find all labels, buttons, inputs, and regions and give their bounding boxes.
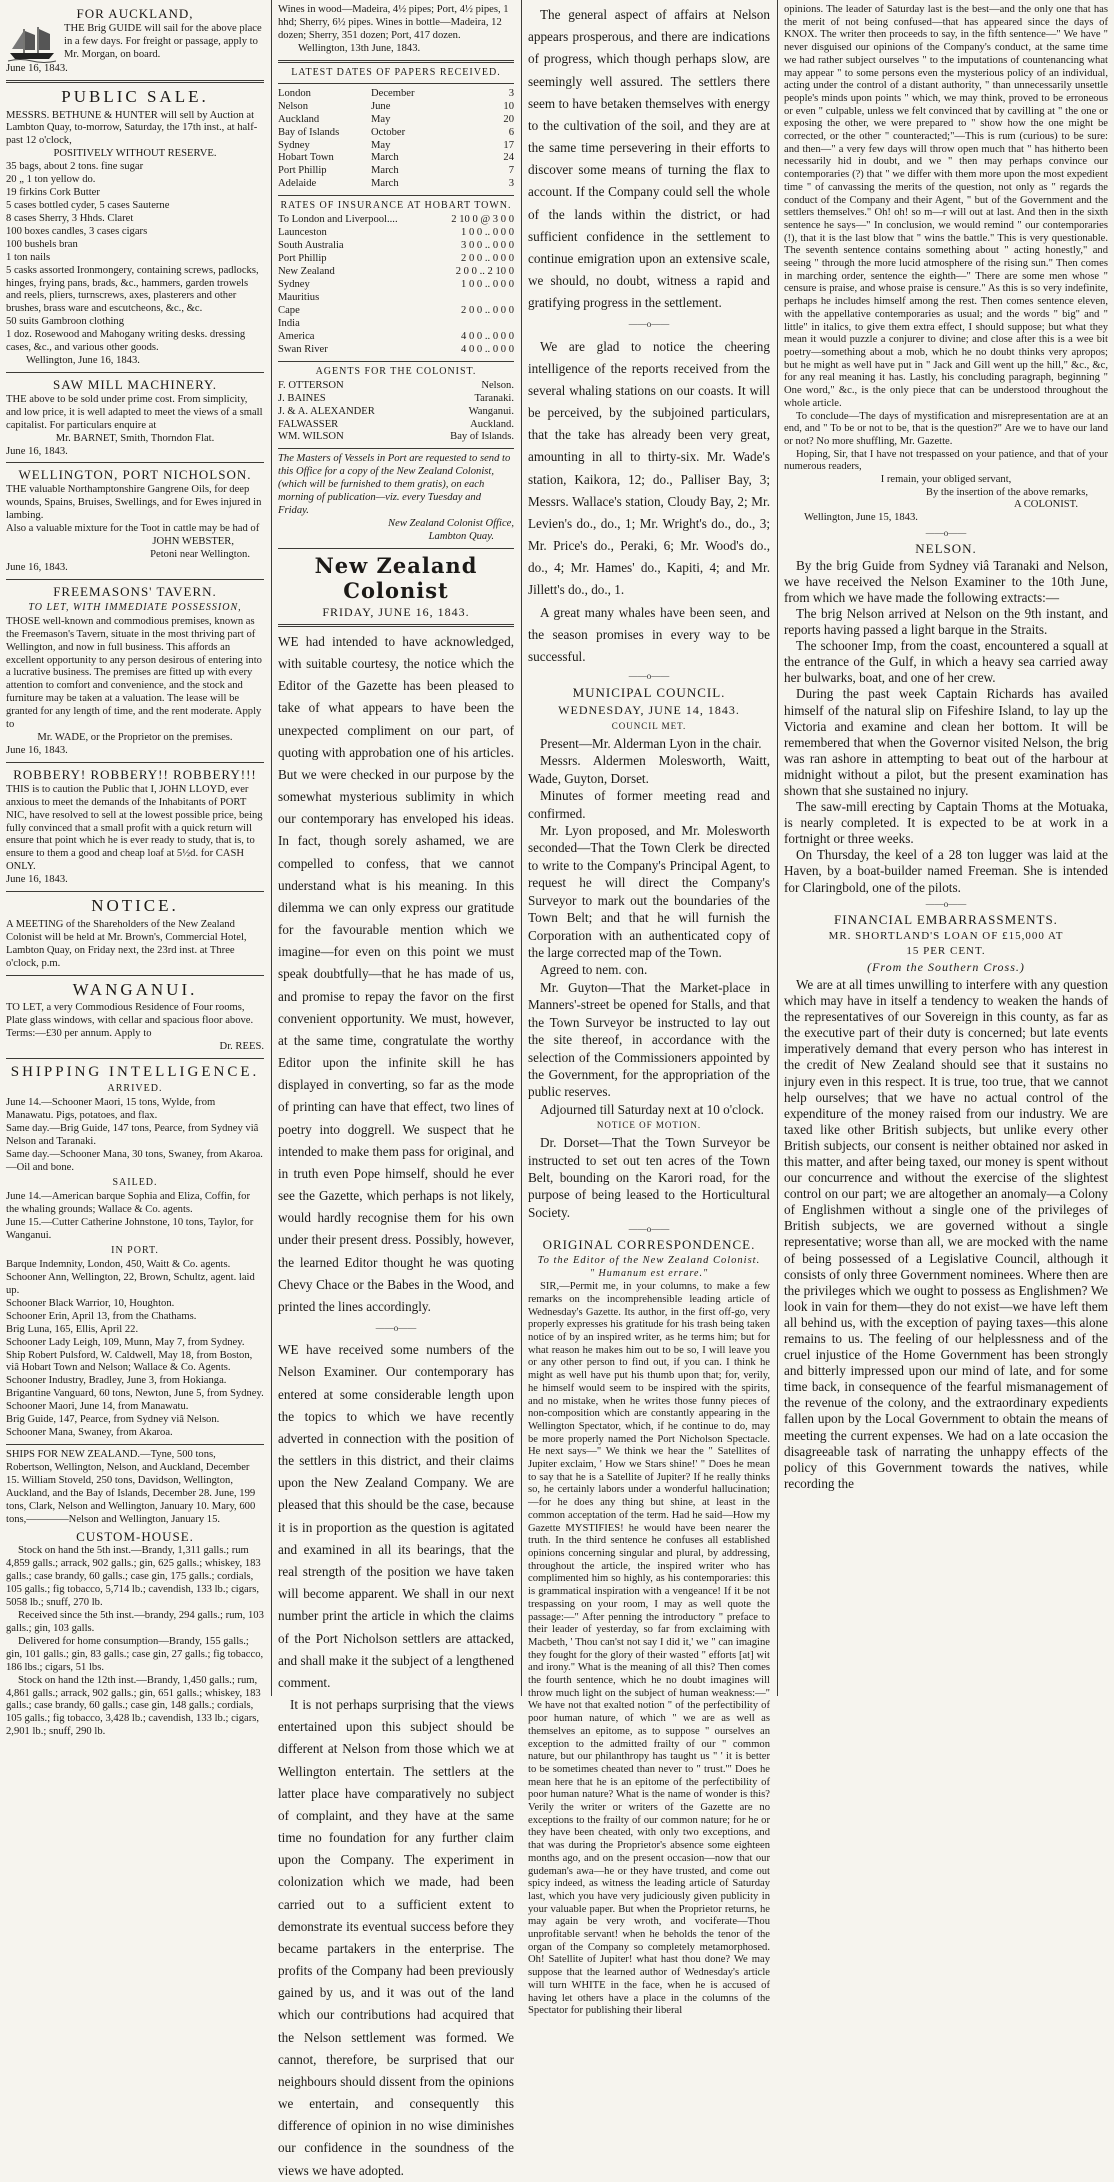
list-item: Brigantine Vanguard, 60 tons, Newton, June 5, from Sydney. bbox=[6, 1388, 264, 1400]
paragraph: Adjourned till Saturday next at 10 o'clock. bbox=[540, 1101, 764, 1117]
table-cell: Sydney bbox=[278, 279, 310, 291]
list-item: 100 boxes candles, 3 cases cigars bbox=[6, 225, 148, 237]
paragraph: We are at all times unwilling to interfere with any question which may have in itself a tendency to weaken the hands of the representatives of our Sovereign in this county, as far as the executive part of their duty is concerned; but late events imperatively demand that every person who has interest in the credit of New Zealand should see that it sustains no injury even in this respect. It is true, too true, that we cannot help ourselves; that we have no actual control of the expenditure of the money raised from our industry. We are taxed like other British subjects, but unlike every other British subjects, our consent is neither obtained nor asked in this matter, and after being taxed, our money is spent without our concurrence and without the exercise of the slightest control on our part; we are altogether an anomaly—a Colony of Englishmen without a single one of the privileges of British subjects, we are governed without a single representative; worse than all, we are mocked with the name of being possessed of a Legislative Council, although it consists of only three Government nominees. Where then are the privileges which we ought to possess as Englishmen? We look in vain for them—they do not exist—we have left them all behind us, with the exception of paying taxes—this alone remains to us. The feeling of our helplessness and of the cruel injustice of the Home Government has been strongly and bitterly impressed upon our mind of late, and for some time back, in consequence of the fearful mismanagement of the revenue of the colony, and the extraordinary expedients fallen upon by the Local Government to obtain the means of meeting the current expenses. We had on a late occasion the disagreeable task of narrating the unhappy effects of the policy of this Government towards the natives, while recording the bbox=[784, 976, 1108, 1491]
table-cell bbox=[404, 318, 514, 331]
table-cell: Sydney bbox=[278, 139, 310, 151]
ad-date: June 16, 1843. bbox=[6, 745, 68, 756]
table-cell: 2 10 0 @ 3 0 0 bbox=[451, 214, 514, 226]
table-body bbox=[278, 214, 514, 356]
letter-address: To the Editor of the New Zealand Colonist. bbox=[537, 1255, 761, 1267]
table-row bbox=[278, 393, 514, 406]
table-cell: Wanganui. bbox=[468, 405, 514, 417]
section-heading: CUSTOM-HOUSE. bbox=[76, 1528, 194, 1544]
paragraph: Messrs. Aldermen Molesworth, Waitt, Wade, Guyton, Dorset. bbox=[528, 753, 770, 786]
table-row bbox=[278, 214, 514, 227]
list-item: June 15.—Cutter Catherine Johnstone, 10 tons, Taylor, for Wanganui. bbox=[6, 1217, 254, 1241]
table-row bbox=[278, 380, 514, 393]
table-cell: May bbox=[371, 139, 391, 151]
table-cell: 17 bbox=[503, 139, 514, 151]
ad-date: June 16, 1843. bbox=[6, 62, 68, 74]
ad-for-auckland bbox=[6, 6, 264, 76]
table-cell: 7 bbox=[508, 165, 514, 177]
council-met: COUNCIL MET. bbox=[611, 721, 687, 732]
list-item: Schooner Maori, June 14, from Manawatu. bbox=[6, 1401, 189, 1413]
table-cell: J. & A. ALEXANDER bbox=[278, 405, 375, 417]
table-cell: Mauritius bbox=[278, 291, 320, 303]
table-cell: 2 0 0 .. 0 0 0 bbox=[461, 304, 514, 316]
table-cell: 6 bbox=[508, 126, 514, 138]
agents-table bbox=[278, 366, 514, 445]
table-cell: Cape bbox=[278, 304, 300, 316]
table-cell: WM. WILSON bbox=[278, 431, 344, 443]
table-cell: May bbox=[371, 113, 391, 125]
table-cell: 10 bbox=[503, 100, 514, 112]
table-row bbox=[278, 101, 514, 114]
table-row bbox=[278, 331, 514, 344]
table-heading: AGENTS FOR THE COLONIST. bbox=[315, 365, 477, 377]
table-cell: New Zealand bbox=[278, 266, 335, 278]
notice-body: The Masters of Vessels in Port are requested to send to this Office for a copy of the New Zealand Colonist, (which will be furnished to them gratis), on each morning of publication—viz. every Tuesday and Friday. bbox=[278, 453, 511, 517]
editorial-paragraph: WE have received some numbers of the Nelson Examiner. Our contemporary has entered at some considerable length upon the topics to which we have recently adverted in connection with the position of the settlers in this district, and their claims upon the New Zealand Company. We are pleased that this should be the case, because it is in proportion as the question is agitated and examined in all its bearings, that the real strength of the position we have taken will become apparent. We shall in our next number print the article in which the claims of the Port Nicholson settlers are attacked, and shall make it the subject of a lengthened comment. bbox=[278, 1342, 514, 1690]
list-item: Brig Guide, 147, Pearce, from Sydney viâ Nelson. bbox=[6, 1414, 220, 1426]
letter-date: Wellington, June 15, 1843. bbox=[804, 512, 918, 524]
letter-hoping: Hoping, Sir, that I have not trespassed on your patience, and that of your numerous readers, bbox=[784, 448, 1108, 473]
column-news bbox=[522, 0, 776, 2017]
original-correspondence bbox=[528, 1237, 770, 2018]
table-row bbox=[278, 266, 514, 279]
paragraph: Received since the 5th inst.—brandy, 294 galls.; rum, 103 galls.; gin, 103 galls. bbox=[6, 1609, 264, 1634]
subheading-2: 15 PER CENT. bbox=[906, 944, 986, 957]
ad-intro: MESSRS. BETHUNE & HUNTER will sell by Auction at Lambton Quay, to-morrow, Saturday, the 17th inst., at half-past 12 o'clock, bbox=[6, 109, 258, 147]
ornament-divider: ——o—— bbox=[925, 527, 967, 538]
ad-heading: WELLINGTON, PORT NICHOLSON. bbox=[18, 467, 252, 483]
shipping-intelligence bbox=[6, 1063, 264, 1527]
council-date: WEDNESDAY, JUNE 14, 1843. bbox=[558, 703, 740, 718]
table-cell: F. OTTERSON bbox=[278, 379, 344, 391]
table-row bbox=[278, 178, 514, 191]
table-cell: 4 0 0 .. 0 0 0 bbox=[461, 330, 514, 342]
ad-heading: FREEMASONS' TAVERN. bbox=[53, 583, 217, 599]
table-cell: 2 0 0 .. 0 0 0 bbox=[461, 253, 514, 265]
letter-conclusion: To conclude—The days of mystification and misrepresentation are at an end, and " To be or not to be, that is the question?" Are we to have our land or not? No more shuffling, Mr. Gazette. bbox=[784, 410, 1108, 447]
table-cell: June bbox=[371, 100, 391, 112]
table-row bbox=[278, 227, 514, 240]
list-item: Barque Indemnity, London, 450, Waitt & Co. agents. bbox=[6, 1259, 231, 1271]
ornament-divider: ——o—— bbox=[628, 319, 670, 330]
ad-date: Wellington, June 16, 1843. bbox=[26, 355, 140, 367]
ad-date: June 16, 1843. bbox=[6, 445, 68, 457]
section-heading: SHIPPING INTELLIGENCE. bbox=[10, 1064, 260, 1080]
table-cell: Taranaki. bbox=[474, 392, 514, 404]
table-row bbox=[278, 165, 514, 178]
ad-body: THE Brig GUIDE will sail for the above place in a few days. For freight or passage, apply to Mr. Morgan, on board. bbox=[64, 22, 262, 60]
nelson-news bbox=[784, 541, 1108, 896]
latest-papers-table bbox=[278, 67, 514, 192]
ad-address: Mr. BARNET, Smith, Thorndon Flat. bbox=[55, 432, 215, 444]
section-heading: NELSON. bbox=[915, 540, 977, 556]
column-correspondence-continued bbox=[778, 0, 1114, 1696]
table-cell: 1 0 0 .. 0 0 0 bbox=[461, 227, 514, 239]
list-item: Schooner Mana, Swaney, from Akaroa. bbox=[6, 1427, 173, 1439]
table-row bbox=[278, 431, 514, 444]
paragraph: The saw-mill erecting by Captain Thoms at the Motuaka, is nearly completed. It is expected to be at work in a fortnight or three weeks. bbox=[784, 799, 1108, 847]
municipal-council bbox=[528, 684, 770, 1221]
masthead-date: FRIDAY, JUNE 16, 1843. bbox=[322, 604, 470, 619]
table-cell: Nelson. bbox=[481, 379, 514, 391]
ad-place: Petoni near Wellington. bbox=[150, 548, 250, 560]
paragraph: Agreed to nem. con. bbox=[540, 962, 648, 978]
paragraph: During the past week Captain Richards has availed himself of the natural slip on Fifeshire Island, to lay up the Victoria and examine and clean her bottom. It will be remembered that when the Governor visited Nelson, the brig was ran ashore in attempting to beat out of the harbour at midnight without a pilot, but the present examination has shown that she sustained no injury. bbox=[784, 686, 1108, 798]
subheading: MR. SHORTLAND'S LOAN OF £15,000 AT bbox=[828, 929, 1064, 942]
ad-heading: SAW MILL MACHINERY. bbox=[53, 376, 217, 392]
paragraph: On Thursday, the keel of a 28 ton lugger was laid at the Haven, by a boat-builder named Freeman. She is intended for Claringbold, one of the pilots. bbox=[784, 847, 1108, 895]
letter-insertion: By the insertion of the above remarks, bbox=[925, 486, 1088, 498]
ad-public-sale bbox=[6, 87, 264, 368]
paragraph: The schooner Imp, from the coast, encountered a squall at the entrance of the Gulf, in which a heavy sea carried away her bulwarks, boat, and one of her crew. bbox=[784, 638, 1108, 686]
ad-heading: PUBLIC SALE. bbox=[61, 86, 209, 106]
paragraph: Present—Mr. Alderman Lyon in the chair. bbox=[540, 735, 762, 751]
table-cell: 1 0 0 .. 0 0 0 bbox=[461, 279, 514, 291]
table-cell: 2 0 0 .. 2 10 0 bbox=[455, 266, 514, 278]
table-cell: London bbox=[278, 87, 311, 99]
table-row bbox=[278, 292, 514, 305]
table-cell: India bbox=[278, 317, 300, 329]
list-item: Same day.—Brig Guide, 147 tons, Pearce, from Sydney viâ Nelson and Taranaki. bbox=[6, 1123, 259, 1148]
ad-robbery bbox=[6, 767, 264, 887]
table-row bbox=[278, 279, 514, 292]
news-paragraph: We are glad to notice the cheering intelligence of the reports received from the several whaling stations on our coasts. It will be perceived, by the subjoined particulars, that the take has already been very great, amounting in all to thirty-six. Mr. Wade's station, Kaikora, 12; do., Palliser Bay, 3; Messrs. Wallace's station, Cloudy Bay, 2; Mr. Levien's do., do., 1; Mr. Wright's do., do., 3; Mr. Price's do., Peraki, 6; Mr. Wood's do., do., 4; Mr. Hames' do., Kapiti, 4; and Mr. Jillett's do., do., 1. bbox=[528, 338, 770, 598]
table-cell: 24 bbox=[503, 152, 514, 164]
ornament-divider: ——o—— bbox=[628, 1224, 670, 1235]
table-row bbox=[278, 240, 514, 253]
wines-date: Wellington, 13th June, 1843. bbox=[298, 42, 421, 54]
table-row bbox=[278, 152, 514, 165]
paragraph: Stock on hand the 5th inst.—Brandy, 1,311 galls.; rum 4,859 galls.; arrack, 902 galls.; gin, 625 galls.; whiskey, 183 galls.; case brandy, 60 galls.; case gin, 175 galls.; cordials, 105 galls.; fig tobacco, 5,714 lb.; cavendish, 133 lb.; cigars, 5058 lb.; snuff, 270 lb. bbox=[6, 1545, 261, 1609]
letter-remain: I remain, your obliged servant, bbox=[880, 474, 1012, 486]
sailing-ship-icon bbox=[6, 23, 58, 63]
list-item: 5 casks assorted Ironmongery, containing screws, padlocks, hinges, frying pans, brads, &c., hammers, garden trowels and reels, pliers, turnscrews, axes, plasterers and other brushes, brass ware and escutcheons, &c., &c. bbox=[6, 264, 259, 315]
table-cell: 3 bbox=[508, 178, 514, 190]
news-paragraph: The general aspect of affairs at Nelson appears prosperous, and there are indications of progress, which though perhaps slow, are seemingly well assured. The settlers there seem to have betaken themselves with energy to the cultivation of the soil, and they are at the same time persevering in their efforts to discover some means of turning the flax to account. If the Company could sell the whole of the lands within the district, or had sufficient confidence in the settlement to continue emigration upon an extensive scale, we should, no doubt, witness a rapid and gratifying progress in the settlement. bbox=[528, 7, 770, 311]
table-row bbox=[278, 344, 514, 357]
list-item: Schooner Lady Leigh, 109, Munn, May 7, from Sydney. bbox=[6, 1336, 245, 1348]
letter-continued: opinions. The leader of Saturday last is the best—and the only one that has the merit of not being confused—that has appeared since the days of KNOX. The writer then proceeds to say, in the fifth sentence—" We have " never disguised our opinions of the Company's conduct, at the same time we had rather subject ourselves " to the imputations of countenancing what may appear " to some persons even the mysterious policy of an individual, acting under the control of a distant authority, " than unnecessarily unsettle people's minds upon points " which, we may think, proved to be erroneous or even " culpable, unless we felt convinced that by cavilling at " the one or exposing the other, we were prepared to " show how the one might be corrected, or the other " counteracted;"—This is rum (curious) to be sure: and then—" a very few days will throw open much that " has hitherto been necessarily hid in doubt, and we " then may perhaps convince our contemporaries (?) that " we differ with them more upon the most expedient time " of canvassing the merits of the question, not only as " regards the conduct of the Company and their Agent, " but of the Government and the settlers themselves." Oh! oh! so m—r will out at last. And then in the sixth sentence he says—" In conclusion, we would remind " our contemporaries (!), that it is the last blow that " wins the battle." This is very questionable. The seventh sentence contains something about " acting honestly," and seeing " through the more lucid atmosphere of the rising sun." Then comes in marching order, sentence the eighth—" There are some men whose " censure is praise, and whose praise is censure." As this is so very indefinite, perhaps he includes himself among the rest. Then comes sentence eleven, with the appellative contemporaries as usual; and the words " big" and " little" in italics, to give them extra effect, I should suppose; but what they mean it would puzzle a conjurer to divine; and close after this is a wee bit poetry—something about a mob, which he no doubt thinks very apropos; but he might as well have put in " Jack and Gill went up the hill," &c., &c, for any real meaning it has. Lastly, his concluding paragraph, beginning " One word," &c., is the only piece that can be understood throughout the whole article. bbox=[784, 4, 1108, 409]
list-item: Schooner Erin, April 13, from the Chathams. bbox=[6, 1310, 197, 1322]
table-cell: 4 0 0 .. 0 0 0 bbox=[461, 343, 514, 355]
table-cell: America bbox=[278, 330, 315, 342]
paragraph: Stock on hand the 12th inst.—Brandy, 1,450 galls.; rum, 4,861 galls.; arrack, 902 galls.; gin, 651 galls.; whiskey, 183 galls.; case brandy, 60 galls.; case gin, 148 galls.; cordials, 105 galls.; fig tobacco, 3,428 lb.; cavendish, 133 lb.; cigars, 2,901 lb.; snuff, 290 lb. bbox=[6, 1674, 261, 1738]
table-row bbox=[278, 140, 514, 153]
ad-body-2: Also a valuable mixture for the Toot in cattle may be had of bbox=[6, 523, 260, 535]
table-cell: December bbox=[371, 87, 415, 99]
table-cell: March bbox=[371, 152, 399, 164]
financial-embarrassments bbox=[784, 912, 1108, 1492]
table-cell: March bbox=[371, 178, 399, 190]
letter-motto: " Humanum est errare." bbox=[589, 1268, 709, 1280]
table-cell: J. BAINES bbox=[278, 392, 326, 404]
insurance-rates-table bbox=[278, 200, 514, 356]
section-heading: FINANCIAL EMBARRASSMENTS. bbox=[834, 911, 1058, 927]
table-cell: To London and Liverpool.... bbox=[278, 214, 398, 226]
ships-for-new-zealand: SHIPS FOR NEW ZEALAND.—Tyne, 500 tons, Robertson, Wellington, Nelson, and Auckland, December 15. William Stoveld, 250 tons, Davidson, Wellington, Auckland, and the Bay of Islands, December 28. June, 199 tons, Clark, Nelson and Wellington, January 10. Mary, 600 tons,————Nelson and Wellington, January 15. bbox=[6, 1448, 256, 1525]
table-cell: March bbox=[371, 165, 399, 177]
ad-heading: ROBBERY! ROBBERY!! ROBBERY!!! bbox=[13, 766, 257, 782]
subheading-arrived: ARRIVED. bbox=[107, 1083, 163, 1095]
subheading-sailed: SAILED. bbox=[112, 1177, 158, 1189]
table-cell bbox=[404, 292, 514, 305]
table-cell: October bbox=[371, 126, 406, 138]
list-item: Ship Robert Pulsford, W. Caldwell, May 18, from Boston, viâ Hobart Town and Nelson; Wallace & Co. Agents. bbox=[6, 1349, 253, 1374]
list-item: 19 firkins Cork Butter bbox=[6, 187, 100, 199]
ornament-divider: ——o—— bbox=[628, 671, 670, 682]
ad-heading: NOTICE. bbox=[91, 896, 179, 916]
table-cell: 20 bbox=[503, 113, 514, 125]
table-cell: Swan River bbox=[278, 343, 328, 355]
letter-body: SIR,—Permit me, in your columns, to make a few remarks on the incomprehensible leading article of Wednesday's Gazette. Its author, in the first off-go, very properly expresses his gratitude for his trash being taken notice of by an inspired writer, as he terms him; but for what reason he makes him out to be so, I will leave you or any other person to find out, if you can. I think he might as well have put his thumb upon that; for, verily, he himself would seem to be inspired with the spirits, and no mistake, when he writes those funny pieces of non-composition which are constantly appearing in the Wellington Spectator, which, if he continue to do, may be more properly named the Port Nicholson Spectacle. He next says—" We think we hear the " Satellites of Jupiter exclaim, ' How we Stars shine!' " Does he mean to say that he is a Satellite of Jupiter? If he really thinks so, he certainly labors under a wonderful hallucination;—for he does any thing but shine, at least in the common acceptation of the term. Had he said—How my Gazette MYSTIFIES! he would have been nearer the truth. In the third sentence he confuses all established opinions concerning singular and plural, by addressing, throughout the article, the inspired writer who has complimented him so highly, as his contemporaries: this is grammatical inspiration with a vengeance! If it be not trespassing on your room, I may as well quote the passage:—" After penning the introductory " preface to their leader of yesterday, so far from exclaiming with Macbeth, ' Thou can'st not say I did it,' we " can imagine they fought for the glory of their wasted " efforts [at] wit and irony." What is the meaning of all this? Then comes the fourth sentence, which he no doubt imagines will throw much light on the subject of human weakness:—" We have not that exalted notion " of the perfectibility of poor human nature, of which " we are as well as themselves an epitome, as to suppose " ourselves an exception to the admitted frailty of our " common nature, but our philanthropy has taught us " ' it is better to be sometimes cheated than never to " trust.'" Does he mean here that he is an epitome of the perfectibility of poor human nature? What is the name of wonder is this? Verily the writer or writers of the Gazette are no exceptions to the frailty of our common nature; for he or they have been cheated, with only two exceptions, and that was during the Proprietor's absence some eighteen months ago, and on the present occasion—now that our gudeman's awa—he or they have trusted, and come out spicy indeed, as witness the leading article of Saturday last, which you have very judiciously given publicity in your valuable paper. But when the Proprietor returns, he may again be very wroth, and vociferate—Thou unprofitable servant! when he beholds the tenor of the organ of the Company so completely metamorphosed. Oh! Satellite of Jupiter! what hast thou done? We may suppose that the learned author of Wednesday's article will turn WHITE in the face, when he is accused of having let others have a place in the columns of the Spectator for publishing their liberal bbox=[528, 1281, 770, 2017]
table-cell: Adelaide bbox=[278, 178, 317, 190]
notice-of-motion: NOTICE OF MOTION. bbox=[596, 1120, 702, 1131]
ad-date: June 16, 1843. bbox=[6, 874, 68, 886]
list-item: 1 ton nails bbox=[6, 251, 51, 263]
ad-apply: Mr. WADE, or the Proprietor on the premises. bbox=[37, 732, 233, 744]
ad-notice bbox=[6, 896, 264, 970]
paragraph: Minutes of former meeting read and confirmed. bbox=[528, 788, 770, 821]
table-heading: RATES OF INSURANCE AT HOBART TOWN. bbox=[280, 200, 512, 212]
letter-signature: A COLONIST. bbox=[1014, 499, 1078, 511]
table-body bbox=[278, 380, 514, 445]
table-cell: Auckland. bbox=[470, 418, 514, 430]
column-editorial bbox=[272, 0, 520, 2178]
paragraph: The brig Nelson arrived at Nelson on the 9th instant, and reports having passed a light barque in the Straits. bbox=[784, 605, 1108, 638]
table-row bbox=[278, 127, 514, 140]
list-item: 1 doz. Rosewood and Mahogany writing desks. dressing cases, &c., and various other goods. bbox=[6, 329, 246, 354]
table-row bbox=[278, 253, 514, 266]
list-item: 50 suits Gambroon clothing bbox=[6, 316, 124, 328]
section-heading: ORIGINAL CORRESPONDENCE. bbox=[542, 1237, 756, 1253]
table-cell: Launceston bbox=[278, 227, 327, 239]
wines-stock: Wines in wood—Madeira, 4½ pipes; Port, 4½ pipes, 1 hhd; Sherry, 6½ pipes. Wines in bottle—Madeira, 12 dozen; Sherry, 351 dozen; Port, 417 dozen. bbox=[278, 4, 509, 41]
table-cell: Bay of Islands. bbox=[450, 431, 514, 443]
column-advertisements bbox=[0, 0, 270, 1738]
list-item: Same day.—Schooner Mana, 30 tons, Swaney, from Akaroa.—Oil and bone. bbox=[6, 1149, 263, 1174]
table-heading: LATEST DATES OF PAPERS RECEIVED. bbox=[291, 66, 501, 78]
paragraph: By the brig Guide from Sydney viâ Taranaki and Nelson, we have received the Nelson Examiner to the 10th June, from which we have made the following extracts:— bbox=[784, 557, 1108, 605]
subheading-in-port: IN PORT. bbox=[111, 1244, 159, 1256]
sale-items-list bbox=[6, 161, 264, 355]
ad-heading: WANGANUI. bbox=[72, 979, 198, 999]
ornament-divider: ——o—— bbox=[375, 1323, 417, 1334]
editorial-paragraph: WE had intended to have acknowledged, with suitable courtesy, the notice which the Editor of the Gazette has been pleased to take of what appears to have been the unexpected compliment on our part, of quoting with approbation one of his articles. But we were checked in our purpose by the somewhat mysterious sublimity in which our contemporary has enveloped his ideas. In fact, though sorely ashamed, we are compelled to confess, that we cannot understand what is his meaning. In this dilemma we can only express our gratitude for the favourable mention which we imagine—for even on this point we must speak doubtfully—that he has made of us, and promise to repay the favor on the first convenient opportunity. We must, however, at the same time, congratulate the worthy Editor upon the infinite skill he has displayed in converting, so far as the mode of printing can have that effect, two lines of poetry into doggrell. We suspect that he intended to make them pass for original, and in truth even Pope himself, should he ever see the Gazette, which perhaps is not likely, would hardly recognise them for his own under their present dress. Possibly, however, the learned Editor thought he was quoting Chevy Chace or the Babes in the Wood, and printed the lines accordingly. bbox=[278, 633, 514, 1314]
table-cell: Auckland bbox=[278, 113, 320, 125]
ad-date: June 16, 1843. bbox=[6, 561, 68, 573]
table-cell: FALWASSER bbox=[278, 418, 339, 430]
ad-heading: FOR AUCKLAND, bbox=[76, 6, 194, 21]
table-body bbox=[278, 88, 514, 191]
ad-body: A MEETING of the Shareholders of the New Zealand Colonist will be held at Mr. Brown's, Commercial Hotel, Lambton Quay, on Friday next, the 23rd inst. at Three o'clock, p.m. bbox=[6, 918, 247, 969]
editorial-paragraph: It is not perhaps surprising that the views entertained upon this subject should be different at Nelson from those which we at Wellington entertain. The settlers at the latter place have comparatively no subject of complaint, and they have at the same time no foundation for any further claim upon the Company. The experiment in colonization which we made, had been carried out to a sufficient extent to demonstrate its eventual success before they became partakers in the enterprise. The profits of the Company had been previously gained by us, and it was out of the land which our contributions had acquired that the Nelson settlement was formed. We cannot, therefore, be surprised that our neighbours should dissent from the opinions we entertain, and consequently this difference of opinion in no wise diminishes our confidence in the soundness of the views we have adopted. bbox=[278, 1697, 514, 2178]
table-cell: 3 bbox=[508, 87, 514, 99]
table-cell: South Australia bbox=[278, 240, 344, 252]
table-cell: Nelson bbox=[278, 100, 309, 112]
table-row bbox=[278, 419, 514, 432]
table-row bbox=[278, 305, 514, 318]
table-cell: Port Phillip bbox=[278, 253, 327, 265]
office-line-2: Lambton Quay. bbox=[428, 530, 494, 542]
ad-body: THE valuable Northamptonshire Gangrene Oils, for deep wounds, Spains, Bruises, Swellings, and for Ewes injured in lambing. bbox=[6, 484, 262, 522]
list-item: June 14.—American barque Sophia and Eliza, Coffin, for the whaling grounds; Wallace & Co. agents. bbox=[6, 1191, 250, 1216]
table-row bbox=[278, 88, 514, 101]
list-item: 20 „ 1 ton yellow do. bbox=[6, 174, 96, 186]
ad-freemasons-tavern bbox=[6, 584, 264, 758]
table-cell: Port Phillip bbox=[278, 165, 327, 177]
list-item: Schooner Black Warrior, 10, Houghton. bbox=[6, 1297, 175, 1309]
masters-notice bbox=[278, 453, 514, 543]
table-cell: 3 0 0 .. 0 0 0 bbox=[461, 240, 514, 252]
custom-house bbox=[6, 1529, 264, 1740]
paragraph: Mr. Lyon proposed, and Mr. Molesworth seconded—That the Town Clerk be directed to write to the Company's Principal Agent, to request he will direct the Company's Surveyor to mark out the boundaries of the Town Belt; and that he will furnish the Corporation with an authenticated copy of the large corrected map of the Town. bbox=[528, 823, 770, 961]
table-row bbox=[278, 318, 514, 331]
ad-saw-mill bbox=[6, 377, 264, 458]
news-paragraph: A great many whales have been seen, and the season promises in every way to be successful. bbox=[528, 604, 770, 664]
list-item: 8 cases Sherry, 3 Hhds. Claret bbox=[6, 212, 134, 224]
table-row bbox=[278, 406, 514, 419]
table-cell: Bay of Islands bbox=[278, 126, 340, 138]
ad-signature: Dr. REES. bbox=[219, 1041, 264, 1053]
list-item: Schooner Ann, Wellington, 22, Brown, Schultz, agent. laid up. bbox=[6, 1272, 255, 1296]
table-row bbox=[278, 114, 514, 127]
ad-body: THIS is to caution the Public that I, JOHN LLOYD, ever anxious to meet the demands of the Inhabitants of PORT NIC, have resolved to sell at the lowest possible price, being fully convinced that a small profit with a quick return will ensure that point which he is ever ready to study, that is, to ensure to them a good and cheap loaf at 5½d. for CASH ONLY. bbox=[6, 783, 263, 873]
table-cell: Hobart Town bbox=[278, 152, 334, 164]
source: (From the Southern Cross.) bbox=[867, 960, 1025, 975]
list-item: June 14.—Schooner Maori, 15 tons, Wylde, from Manawatu. Pigs, potatoes, and flax. bbox=[6, 1097, 216, 1122]
paragraph: Dr. Dorset—That the Town Surveyor be instructed to set out ten acres of the Town Belt, bounding on the Karori road, for the purpose of being leased to the Horticultural Society. bbox=[528, 1135, 770, 1220]
masthead-title: New Zealand Colonist bbox=[314, 552, 478, 603]
ornament-divider: ——o—— bbox=[925, 898, 967, 909]
ad-reserve: POSITIVELY WITHOUT RESERVE. bbox=[53, 148, 217, 160]
list-item: 5 cases bottled cyder, 5 cases Sauterne bbox=[6, 199, 170, 211]
list-item: Schooner Industry, Bradley, June 3, from Hokianga. bbox=[6, 1375, 227, 1387]
section-heading: MUNICIPAL COUNCIL. bbox=[572, 685, 726, 701]
list-item: 35 bags, about 2 tons. fine sugar bbox=[6, 161, 144, 173]
ad-body: THOSE well-known and commodious premises, known as the Freemason's Tavern, situate in the most thriving part of Wellington, and now in full business. This affords an excellent opportunity to any person desirous of entering into a lucrative business. The premises are fitted up with every attention to comfort and convenience, and the stock and furniture may be taken at a valuation. The lease will be granted for any length of time, and the rent moderate. Apply to bbox=[6, 615, 262, 731]
ad-wellington-oils bbox=[6, 467, 264, 574]
ad-subheading: TO LET, WITH IMMEDIATE POSSESSION, bbox=[28, 601, 242, 613]
office-line: New Zealand Colonist Office, bbox=[388, 517, 514, 529]
paragraph: Mr. Guyton—That the Market-place in Manners'-street be opened for Stalls, and that the Town Surveyor be instructed to lay out the site thereof, in accordance with the selection of the Commissioners appointed by the Government, for the appropriation of the public reserves. bbox=[528, 979, 770, 1100]
paragraph: Delivered for home consumption—Brandy, 155 galls.; gin, 101 galls.; gin, 83 galls.; case gin, 27 galls.; fig tobacco, 186 lbs.; cigars, 51 lbs. bbox=[6, 1635, 264, 1673]
ad-name: JOHN WEBSTER, bbox=[152, 535, 234, 547]
list-item: Brig Luna, 165, Ellis, April 22. bbox=[6, 1323, 139, 1335]
ad-body: THE above to be sold under prime cost. From simplicity, and low price, it is well adapted to meet the views of a small capitalist. For particulars enquire at bbox=[6, 393, 263, 431]
list-item: 100 bushels bran bbox=[6, 238, 78, 250]
ad-body: TO LET, a very Commodious Residence of Four rooms, Plate glass windows, with cellar and spacious floor above. Terms:—£30 per annum. Apply to bbox=[6, 1002, 254, 1040]
ad-wanganui bbox=[6, 980, 264, 1054]
